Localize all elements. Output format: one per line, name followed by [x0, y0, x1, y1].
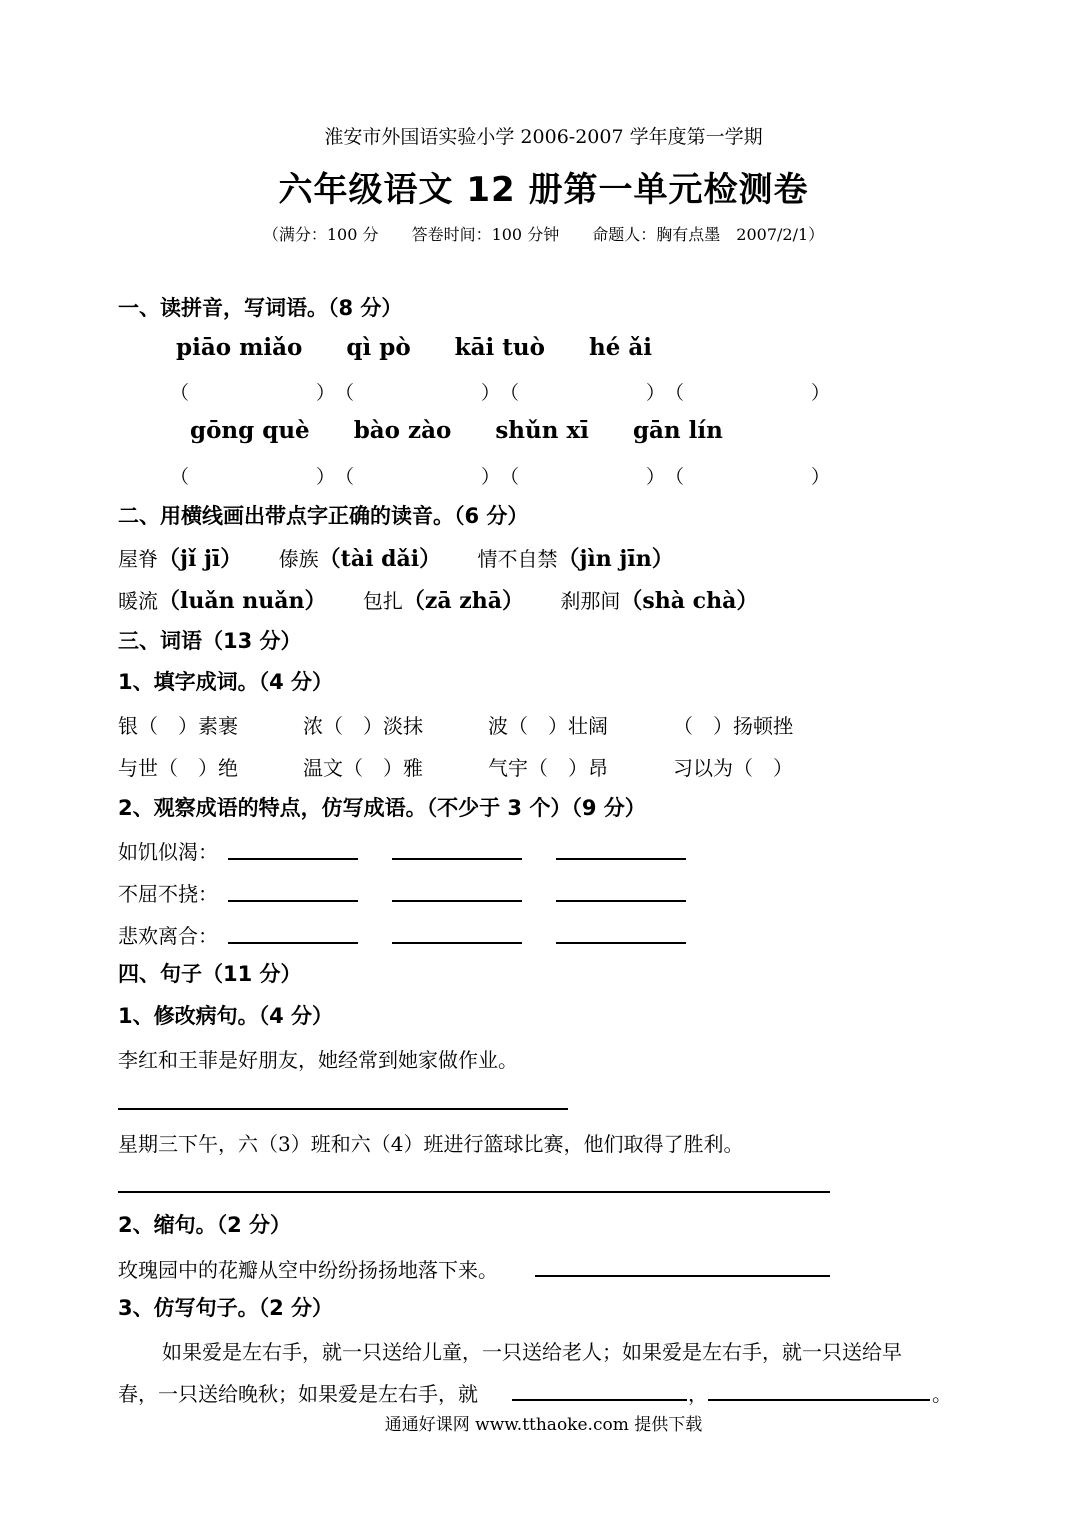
section2-heading: 二、用横线画出带点字正确的读音。（6 分）: [118, 504, 529, 528]
footer-source: 通通好课网 www.tthaoke.com 提供下载: [384, 1415, 703, 1435]
section4-heading: 四、句子（11 分）: [118, 962, 302, 986]
reading-item: 情不自禁（jìn jīn）: [477, 546, 674, 572]
answer-line[interactable]: [228, 900, 358, 902]
reading-item: 屋脊（jǐ jī）: [118, 546, 243, 572]
exam-meta: [0, 222, 1087, 245]
idiom-label: 悲欢离合：: [118, 924, 218, 948]
answer-blank[interactable]: （ ）: [335, 466, 500, 488]
answer-line[interactable]: [535, 1275, 830, 1277]
reading-item: 暖流（luǎn nuǎn）: [118, 588, 327, 614]
comma: ，: [688, 1382, 708, 1406]
faulty-sentence-2: 星期三下午，六（3）班和六（4）班进行篮球比赛，他们取得了胜利。: [118, 1132, 744, 1156]
reading-item: 包扎（zā zhā）: [362, 588, 525, 614]
fill-item[interactable]: 习以为（ ）: [673, 756, 793, 780]
author-date: 命题人：胸有点墨 2007/2/1）: [592, 225, 825, 244]
section4-sub2: 2、缩句。（2 分）: [118, 1213, 292, 1237]
shorten-sentence: 玫瑰园中的花瓣从空中纷纷扬扬地落下来。: [118, 1258, 498, 1282]
answer-blank[interactable]: （ ）: [170, 466, 335, 488]
fill-item[interactable]: （ ）扬顿挫: [673, 714, 793, 738]
pinyin-item: shǔn xī: [495, 417, 589, 444]
answer-parens-row-1: [170, 378, 830, 405]
section4-sub1: 1、修改病句。（4 分）: [118, 1004, 334, 1028]
section4-sub3: 3、仿写句子。（2 分）: [118, 1296, 334, 1320]
fill-item[interactable]: 温文（ ）雅: [303, 756, 423, 780]
pinyin-row-2: [190, 417, 759, 444]
answer-line[interactable]: [118, 1108, 568, 1110]
pinyin-item: gōng què: [190, 417, 310, 444]
idiom-label: 不屈不挠：: [118, 882, 218, 906]
answer-blank[interactable]: （ ）: [170, 382, 335, 404]
pinyin-item: gān lín: [632, 417, 723, 444]
time-limit: 答卷时间：100 分钟: [411, 225, 560, 244]
pinyin-item: hé ǎi: [588, 334, 652, 361]
pinyin-item: kāi tuò: [454, 334, 545, 361]
section3-sub2: 2、观察成语的特点，仿写成语。（不少于 3 个）（9 分）: [118, 796, 646, 820]
answer-line[interactable]: [228, 858, 358, 860]
answer-blank[interactable]: （ ）: [335, 382, 500, 404]
fill-item[interactable]: 气宇（ ）昂: [488, 756, 608, 780]
fill-item[interactable]: 浓（ ）淡抹: [303, 714, 423, 738]
answer-line[interactable]: [118, 1191, 830, 1193]
answer-line[interactable]: [392, 900, 522, 902]
faulty-sentence-1: 李红和王菲是好朋友，她经常到她家做作业。: [118, 1048, 518, 1072]
fill-row-2: [118, 752, 858, 781]
fill-row-1: [118, 710, 858, 739]
answer-blank[interactable]: （ ）: [500, 382, 665, 404]
answer-line[interactable]: [708, 1399, 930, 1401]
pinyin-item: piāo miǎo: [176, 334, 303, 361]
pinyin-row-1: [176, 334, 688, 361]
answer-line[interactable]: [228, 942, 358, 944]
section1-heading: 一、读拼音，写词语。（8 分）: [118, 296, 403, 320]
answer-line[interactable]: [392, 942, 522, 944]
reading-row-1: [118, 542, 704, 573]
answer-line[interactable]: [392, 858, 522, 860]
fill-item[interactable]: 波（ ）壮阔: [488, 714, 608, 738]
imitate-line-1: 如果爱是左右手，就一只送给儿童，一只送给老人；如果爱是左右手，就一只送给早: [162, 1340, 902, 1364]
answer-blank[interactable]: （ ）: [665, 382, 830, 404]
reading-row-2: [118, 584, 788, 615]
reading-item: 傣族（tài dǎi）: [278, 546, 442, 572]
section3-heading: 三、词语（13 分）: [118, 629, 302, 653]
period: 。: [932, 1382, 952, 1406]
answer-blank[interactable]: （ ）: [500, 466, 665, 488]
answer-line[interactable]: [556, 900, 686, 902]
full-score: （满分：100 分: [262, 225, 379, 244]
answer-line[interactable]: [556, 858, 686, 860]
idiom-label: 如饥似渴：: [118, 840, 218, 864]
imitate-line-2: 春，一只送给晚秋；如果爱是左右手，就: [118, 1382, 478, 1406]
answer-line[interactable]: [556, 942, 686, 944]
reading-item: 刹那间（shà chà）: [560, 588, 759, 614]
fill-item[interactable]: 银（ ）素裹: [118, 714, 238, 738]
pinyin-item: bào zào: [353, 417, 452, 444]
section3-sub1: 1、填字成词。（4 分）: [118, 670, 334, 694]
exam-title: 六年级语文 12 册第一单元检测卷: [278, 170, 809, 210]
fill-item[interactable]: 与世（ ）绝: [118, 756, 238, 780]
answer-line[interactable]: [512, 1399, 687, 1401]
answer-blank[interactable]: （ ）: [665, 466, 830, 488]
pinyin-item: qì pò: [346, 334, 411, 361]
school-term-line: 淮安市外国语实验小学 2006-2007 学年度第一学期: [324, 126, 763, 148]
answer-parens-row-2: [170, 462, 830, 489]
